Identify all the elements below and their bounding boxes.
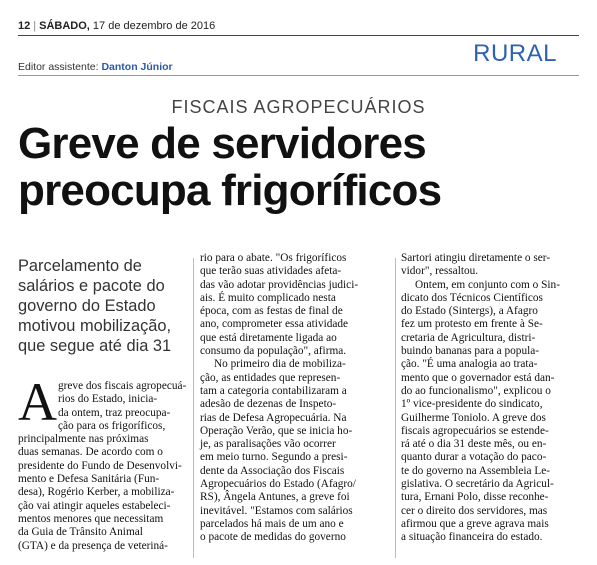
article-line: ção. "É uma analogia ao trata-: [401, 358, 538, 371]
article-line: mento que o governador está dan-: [401, 371, 555, 384]
article-column-1: [18, 380, 193, 553]
article-column-2: [200, 252, 392, 545]
article-line: adesão de dezenas de Inspeto-: [200, 398, 337, 411]
article-line: Guilherme Toniolo. A greve dos: [401, 411, 546, 424]
editor-credit: [18, 61, 173, 73]
article-line: dicato dos Técnicos Científicos: [401, 291, 543, 304]
article-line: do Estado (Sintergs), a Afagro: [401, 305, 538, 318]
article-line: je, as paralisações vão ocorrer: [200, 438, 336, 451]
article-column-3: [401, 252, 581, 545]
article-line: No primeiro dia de mobiliza-: [214, 358, 346, 371]
article-line: que está diretamente ligada ao: [200, 331, 337, 344]
page-date: 17 de dezembro de 2016: [92, 20, 216, 32]
article-line: 1º vice-presidente do sindicato,: [401, 398, 543, 411]
article-line: em meio turno. Segundo a presi-: [200, 451, 348, 464]
article-line: ano, comprometer essa atividade: [200, 318, 349, 331]
article-line: a situação financeira do estado.: [401, 531, 543, 544]
article-line: fiscais agropecuários se estende-: [401, 424, 549, 437]
article-line: cer o direito dos servidores, mas: [401, 504, 548, 517]
article-line: mentos menores que necessitam: [18, 512, 164, 525]
drop-cap: A: [18, 372, 57, 432]
column-divider: [193, 258, 194, 558]
article-line: tura, Ernani Polo, disse reconhe-: [401, 491, 549, 504]
article-line: da Guia de Trânsito Animal: [18, 526, 143, 539]
editor-label: Editor assistente:: [18, 61, 99, 73]
article-line: ção vai atingir aqueles estabeleci-: [18, 499, 171, 512]
article-line: inevitável. "Estamos com salários: [200, 504, 353, 517]
article-line: tam a categoria contabilizaram a: [200, 384, 347, 397]
article-line: do ao funcionalismo", explicou o: [401, 384, 551, 397]
article-kicker: FISCAIS AGROPECUÁRIOS: [171, 97, 426, 117]
page-number: 12: [18, 20, 31, 32]
page-day: SÁBADO,: [39, 20, 90, 32]
article-line: RS), Ângela Antunes, a greve foi: [200, 491, 350, 504]
headline-line: Greve de servidores: [18, 119, 426, 168]
article-headline: [18, 120, 441, 214]
article-line: fez um protesto em frente à Se-: [401, 318, 543, 331]
article-line: Operação Verão, que se inicia ho-: [200, 424, 353, 437]
article-line: afirmou que a greve agrava mais: [401, 517, 549, 530]
column-divider: [395, 258, 396, 558]
article-line: rias de Defesa Agropecuária. Na: [200, 411, 347, 424]
article-line: consumo da população", afirma.: [200, 345, 347, 358]
article-line: época, com as festas de final de: [200, 305, 343, 318]
article-line: Ontem, em conjunto com o Sin-: [415, 278, 560, 291]
article-line: rá até o dia 31 deste mês, ou en-: [401, 438, 547, 451]
article-line: Agropecuários do Estado (Afagro/: [200, 478, 356, 491]
article-line: rios do Estado, inicia-: [58, 393, 158, 406]
article-line: principalmente nas próximas: [18, 433, 149, 446]
article-line: rio para o abate. "Os frigoríficos: [200, 252, 347, 264]
section-title: RURAL: [473, 40, 557, 67]
section-rule: [18, 75, 579, 76]
article-line: desa), Rogério Kerber, a mobiliza-: [18, 486, 175, 499]
article-line: da ontem, traz preocupa-: [58, 406, 171, 419]
article-line: mento e Defesa Sanitária (Fun-: [18, 473, 160, 486]
article-line: buindo bananas para a popula-: [401, 345, 540, 358]
article-line: dente da Associação dos Fiscais: [200, 464, 345, 477]
article-line: que terão suas atividades afeta-: [200, 265, 342, 278]
article-line: ais. É muito complicado nesta: [200, 291, 336, 304]
article-line: presidente do Fundo de Desenvolvi-: [18, 459, 182, 472]
article-line: das vão adotar providências judici-: [200, 278, 359, 291]
article-line: Sartori atingiu diretamente o ser-: [401, 252, 551, 264]
headline-line: preocupa frigoríficos: [18, 166, 442, 215]
article-line: greve dos fiscais agropecuá-: [58, 380, 187, 392]
article-line: o pacote de medidas do governo: [200, 531, 346, 544]
article-line: te do governo na Assembleia Le-: [401, 464, 551, 477]
article-line: ção, as entidades que represen-: [200, 371, 341, 384]
article-line: vidor", ressaltou.: [401, 265, 479, 278]
page-header: [18, 20, 215, 32]
header-rule: [18, 35, 579, 36]
article-line: cretaria de Agricultura, distri-: [401, 331, 536, 344]
article-line: parcelados há mais de um ano e: [200, 517, 344, 530]
article-line: quanto durar a votação do paco-: [401, 451, 547, 464]
article-line: ção para os frigoríficos,: [58, 419, 166, 432]
editor-name: Danton Júnior: [101, 61, 173, 73]
article-line: (GTA) e da presença de veteriná-: [18, 539, 168, 552]
article-line: duas semanas. De acordo com o: [18, 446, 163, 459]
article-line: gislativa. O secretário da Agricul-: [401, 478, 554, 491]
header-separator: |: [33, 20, 37, 32]
article-teaser: Parcelamento de salários e pacote do governo do Estado motivou mobilização, que segue até dia 31: [18, 257, 172, 355]
